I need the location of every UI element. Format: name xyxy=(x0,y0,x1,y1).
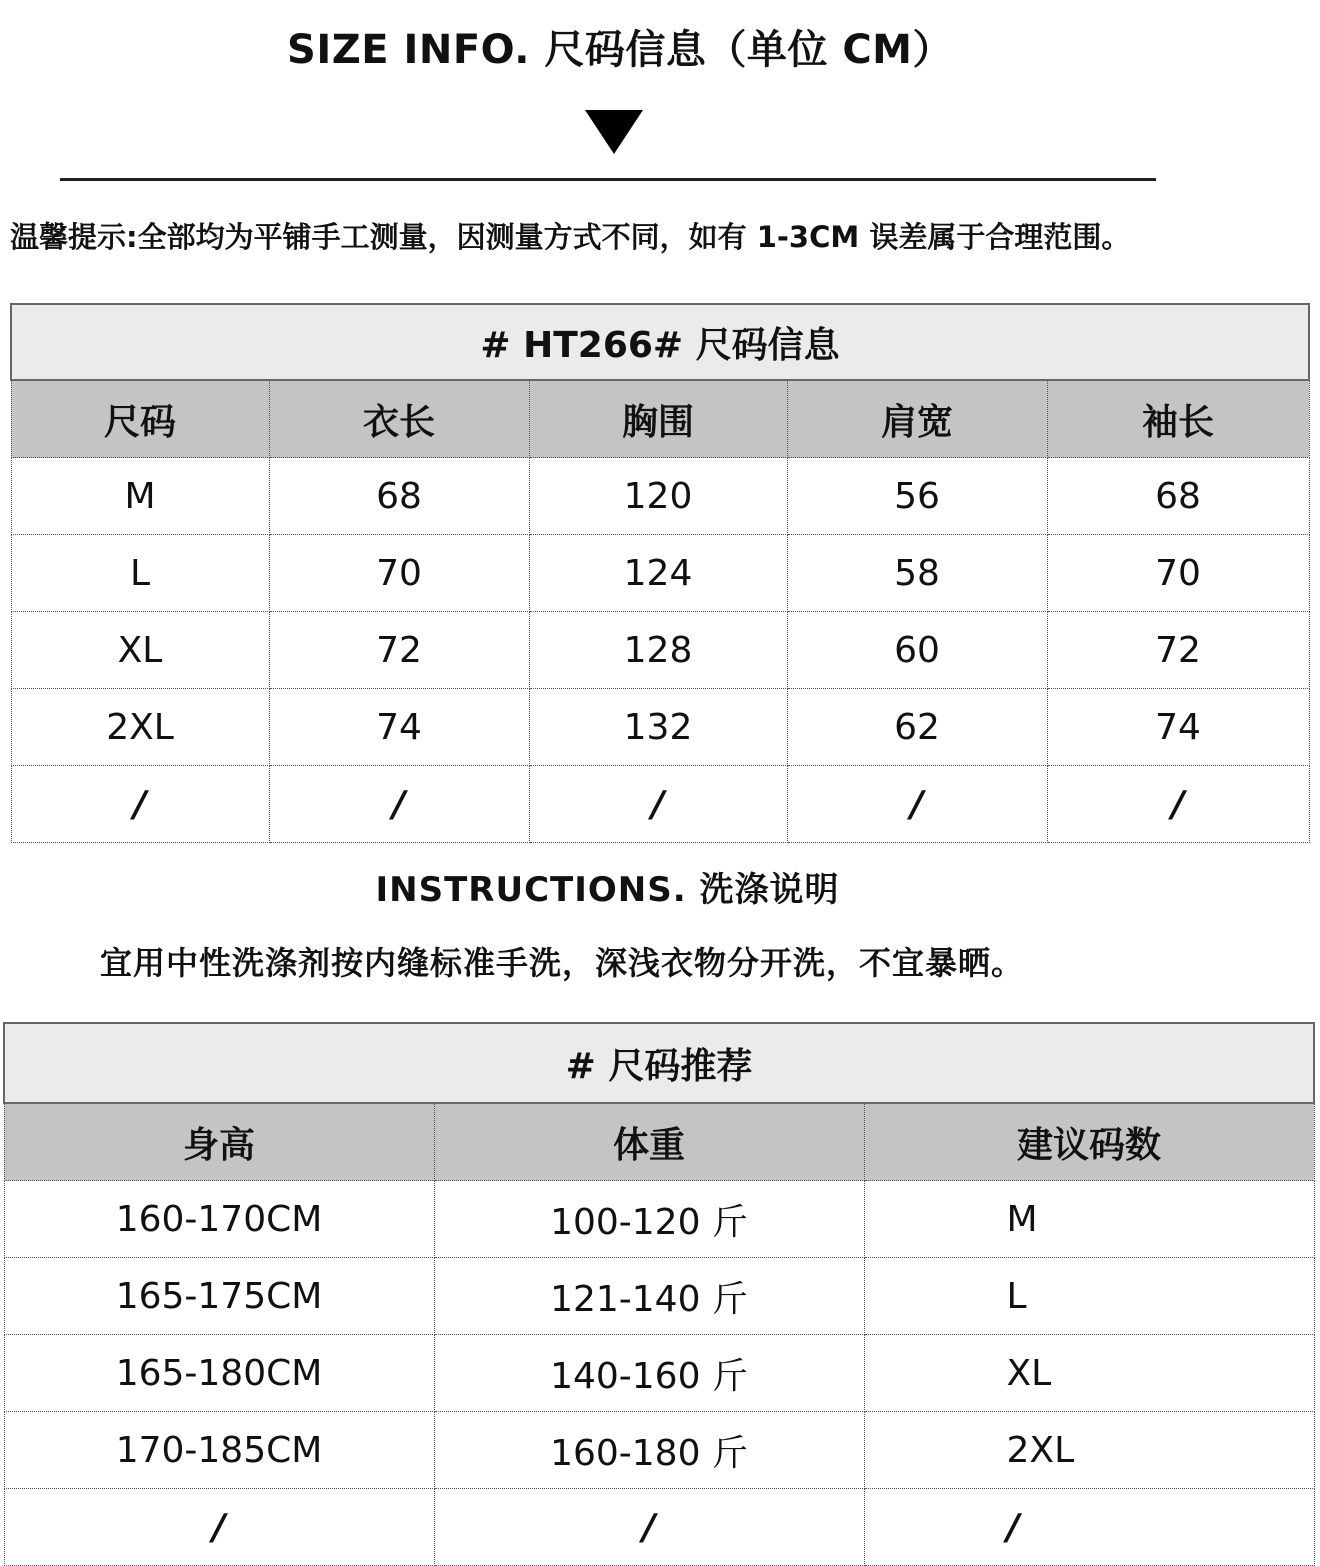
divider xyxy=(60,178,1156,181)
table-row xyxy=(11,458,1309,535)
table-cell: 60 xyxy=(787,612,1047,689)
recommend-table-caption: # 尺码推荐 xyxy=(4,1023,1314,1103)
table-cell: 165-180CM xyxy=(4,1335,434,1412)
table-cell: XL xyxy=(864,1335,1314,1412)
table-row xyxy=(4,1412,1314,1489)
table-cell: 124 xyxy=(529,535,787,612)
header-length: 衣长 xyxy=(269,380,529,458)
table-cell: 100-120 斤 xyxy=(434,1181,864,1258)
table-cell: L xyxy=(11,535,269,612)
header-size: 尺码 xyxy=(11,380,269,458)
table-cell: / xyxy=(529,766,787,843)
table-cell: / xyxy=(4,1489,434,1566)
table-cell: 68 xyxy=(269,458,529,535)
table-cell: 170-185CM xyxy=(4,1412,434,1489)
table-row xyxy=(11,612,1309,689)
table-cell: 160-170CM xyxy=(4,1181,434,1258)
table-cell: / xyxy=(11,766,269,843)
header-sleeve: 袖长 xyxy=(1047,380,1309,458)
table-cell: / xyxy=(269,766,529,843)
table-cell: 62 xyxy=(787,689,1047,766)
table-row xyxy=(4,1335,1314,1412)
table-cell: 121-140 斤 xyxy=(434,1258,864,1335)
measurement-notice: 温馨提示:全部均为平铺手工测量，因测量方式不同，如有 1-3CM 误差属于合理范围。 xyxy=(10,220,1131,254)
header-shoulder: 肩宽 xyxy=(787,380,1047,458)
table-cell: 70 xyxy=(1047,535,1309,612)
size-info-table xyxy=(10,303,1310,843)
table-cell: M xyxy=(11,458,269,535)
size-table-caption: # HT266# 尺码信息 xyxy=(11,304,1309,380)
table-cell: 2XL xyxy=(864,1412,1314,1489)
header-height: 身高 xyxy=(4,1103,434,1181)
table-cell: 70 xyxy=(269,535,529,612)
arrow-down-icon xyxy=(585,110,643,154)
table-cell: 72 xyxy=(1047,612,1309,689)
table-cell: 120 xyxy=(529,458,787,535)
table-cell: 56 xyxy=(787,458,1047,535)
table-cell: 58 xyxy=(787,535,1047,612)
table-row xyxy=(11,766,1309,843)
page-title: SIZE INFO. 尺码信息（单位 CM） xyxy=(287,27,953,73)
header-suggested-size: 建议码数 xyxy=(864,1103,1314,1181)
table-cell: 74 xyxy=(269,689,529,766)
table-cell: 2XL xyxy=(11,689,269,766)
table-cell: / xyxy=(1047,766,1309,843)
size-recommendation-table xyxy=(3,1022,1315,1566)
table-row xyxy=(4,1181,1314,1258)
table-cell: XL xyxy=(11,612,269,689)
table-cell: 72 xyxy=(269,612,529,689)
table-row xyxy=(11,535,1309,612)
table-cell: 128 xyxy=(529,612,787,689)
table-cell: 68 xyxy=(1047,458,1309,535)
instructions-text: 宜用中性洗涤剂按内缝标准手洗，深浅衣物分开洗，不宜暴晒。 xyxy=(100,944,1025,982)
instructions-title: INSTRUCTIONS. 洗涤说明 xyxy=(375,870,840,910)
header-chest: 胸围 xyxy=(529,380,787,458)
table-cell: M xyxy=(864,1181,1314,1258)
table-cell: 140-160 斤 xyxy=(434,1335,864,1412)
table-row xyxy=(4,1258,1314,1335)
table-cell: 165-175CM xyxy=(4,1258,434,1335)
table-row xyxy=(11,689,1309,766)
table-cell: L xyxy=(864,1258,1314,1335)
table-row xyxy=(4,1489,1314,1566)
table-cell: 160-180 斤 xyxy=(434,1412,864,1489)
table-cell: / xyxy=(864,1489,1314,1566)
header-weight: 体重 xyxy=(434,1103,864,1181)
table-cell: / xyxy=(434,1489,864,1566)
table-cell: / xyxy=(787,766,1047,843)
table-cell: 74 xyxy=(1047,689,1309,766)
table-cell: 132 xyxy=(529,689,787,766)
